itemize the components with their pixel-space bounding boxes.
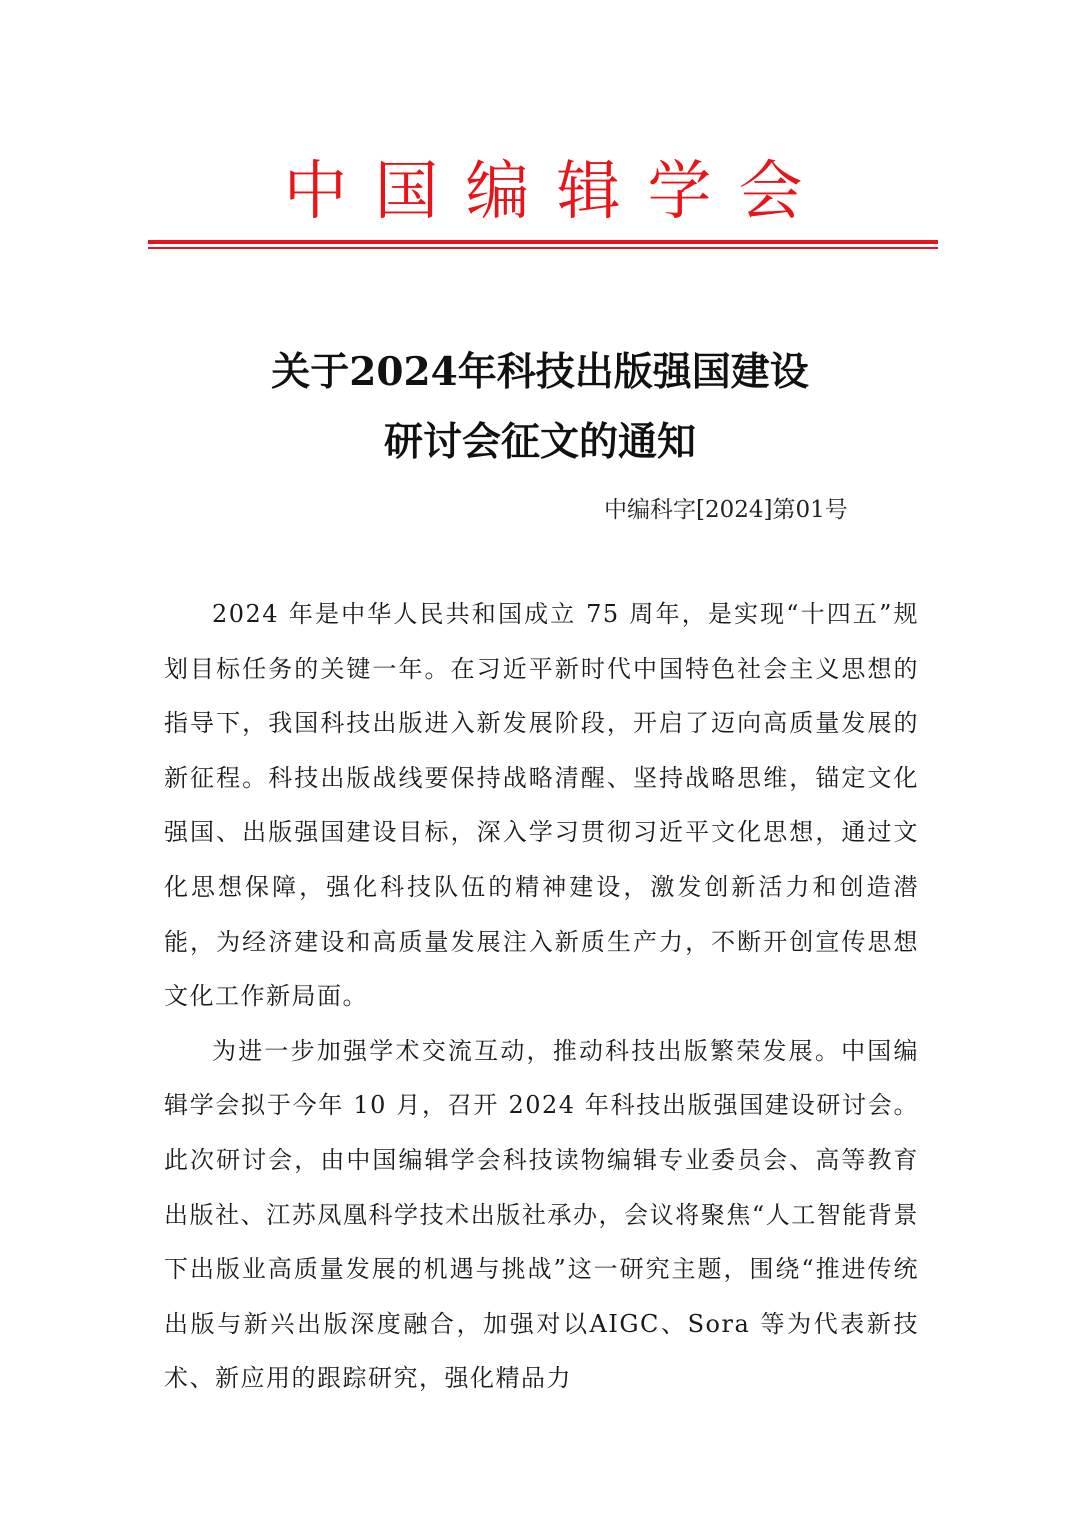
masthead-org-name: 中国编辑学会 — [283, 155, 830, 229]
body-paragraph-1: 2024 年是中华人民共和国成立 75 周年，是实现“十四五”规划目标任务的关键一年。在习近平新时代中国特色社会主义思想的指导下，我国科技出版进入新发展阶段，开启了迈向高质量发展的新征程。科技出版战线要保持战略清醒、坚持战略思维，锚定文化强国、出版强国建设目标，深入学习贯彻习近平文化思想，通过文化思想保障，强化科技队伍的精神建设，激发创新活力和创造潜能，为经济建设和高质量发展注入新质生产力，不断开创宣传思想文化工作新局面。 — [164, 600, 919, 1011]
notice-title — [140, 337, 940, 477]
masthead-red-rule — [148, 240, 938, 249]
body-paragraph-2: 为进一步加强学术交流互动，推动科技出版繁荣发展。中国编辑学会拟于今年 10 月，召开 2024 年科技出版强国建设研讨会。此次研讨会，由中国编辑学会科技读物编辑专业委员会、高等教育出版社、江苏凤凰科学技术出版社承办，会议将聚焦“人工智能背景下出版业高质量发展的机遇与挑战”这一研究主题，围绕“推进传统出版与新兴出版深度融合，加强对以AIGC、Sora 等为代表新技术、新应用的跟踪研究，强化精品力 — [164, 1036, 919, 1393]
document-number: 中编科字[2024]第01号 — [604, 497, 848, 523]
notice-title-line-2: 研讨会征文的通知 — [383, 419, 696, 465]
notice-body — [164, 587, 919, 1406]
notice-title-line-1: 关于2024年科技出版强国建设 — [271, 349, 809, 395]
